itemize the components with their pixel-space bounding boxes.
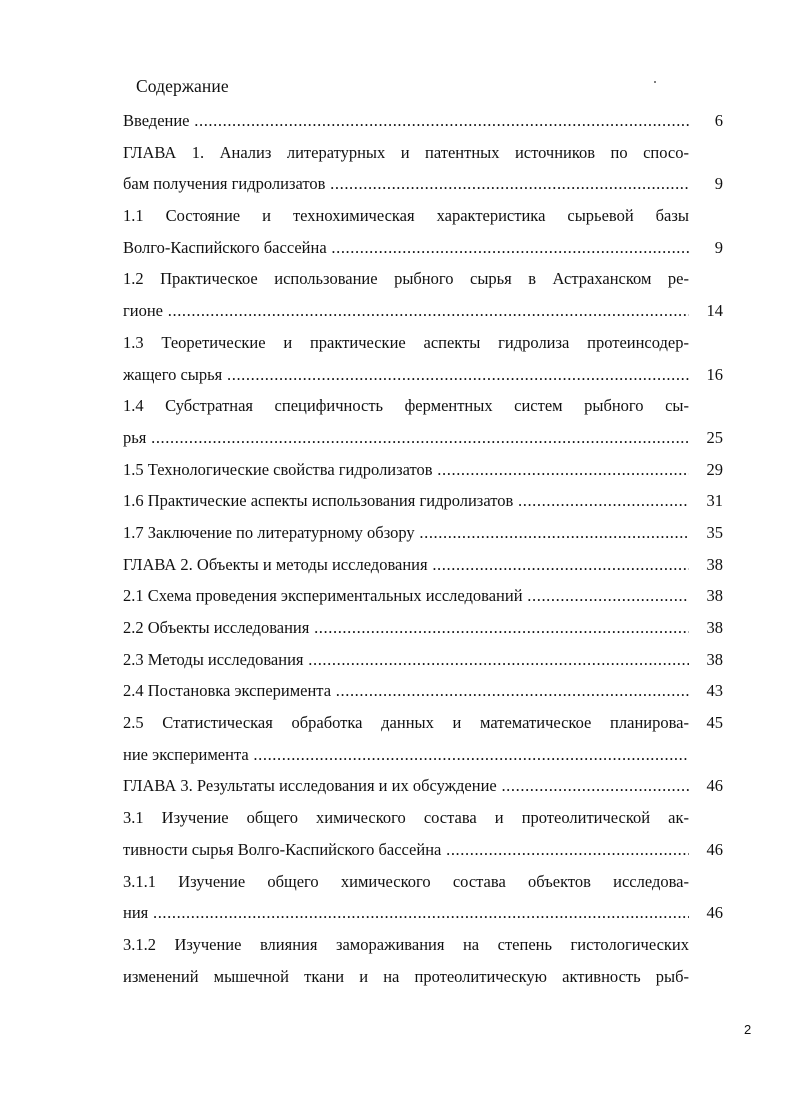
- toc-entry-page: 45: [706, 713, 723, 733]
- toc-entry-text: 3.1.1 Изучение общего химического состава объектов исследова-: [123, 871, 689, 891]
- page-number: 2: [744, 1022, 752, 1037]
- table-of-contents: [123, 105, 733, 992]
- toc-entry-page: 29: [706, 459, 723, 479]
- toc-entry-page: 25: [706, 427, 723, 447]
- toc-entry-text: ГЛАВА 1. Анализ литературных и патентных источников по спосо-: [123, 142, 689, 162]
- toc-entry-text: ГЛАВА 2. Объекты и методы исследования .....: [123, 549, 689, 581]
- toc-line: [123, 739, 733, 771]
- toc-entry-text: 1.3 Теоретические и практические аспекты гидролиза протеинсодер-: [123, 332, 689, 352]
- toc-entry-page: 31: [706, 491, 723, 511]
- toc-line: [123, 263, 733, 295]
- toc-line: [123, 200, 733, 232]
- toc-line: [123, 802, 733, 834]
- toc-entry-text: 2.5 Статистическая обработка данных и математическое планирова-: [123, 713, 689, 733]
- toc-entry-page: 46: [706, 839, 723, 859]
- toc-entry-text: ГЛАВА 3. Результаты исследования и их обсуждение .....: [123, 770, 689, 802]
- toc-line: [123, 359, 733, 391]
- toc-line: [123, 897, 733, 929]
- toc-entry-text: Введение .....: [123, 105, 689, 137]
- toc-line: [123, 961, 733, 993]
- toc-entry-page: 14: [706, 301, 723, 321]
- toc-line: [123, 295, 733, 327]
- toc-entry-text: 1.4 Субстратная специфичность ферментных систем рыбного сы-: [123, 396, 689, 416]
- toc-line: [123, 929, 733, 961]
- toc-entry-page: 16: [706, 364, 723, 384]
- toc-entry-text: 1.7 Заключение по литературному обзору .....: [123, 517, 689, 549]
- toc-entry-page: 9: [714, 174, 723, 194]
- toc-entry-page: 35: [706, 522, 723, 542]
- toc-line: [123, 580, 733, 612]
- toc-entry-text: 1.1 Состояние и технохимическая характеристика сырьевой базы: [123, 206, 689, 226]
- toc-line: [123, 137, 733, 169]
- toc-entry-page: 38: [706, 586, 723, 606]
- toc-entry-page: 6: [714, 111, 723, 130]
- toc-entry-text: 2.4 Постановка эксперимента .....: [123, 675, 689, 707]
- toc-line: [123, 644, 733, 676]
- toc-entry-text: 1.2 Практическое использование рыбного сырья в Астраханском ре-: [123, 269, 689, 289]
- toc-entry-text: 1.5 Технологические свойства гидролизатов .....: [123, 454, 689, 486]
- toc-entry-text: 2.2 Объекты исследования .....: [123, 612, 689, 644]
- toc-entry-text: Волго-Каспийского бассейна .....: [123, 232, 689, 264]
- toc-entry-text: ния .....: [123, 897, 689, 929]
- scan-speck: [654, 81, 656, 83]
- toc-entry-text: 2.1 Схема проведения экспериментальных исследований .....: [123, 580, 689, 612]
- toc-line: [123, 390, 733, 422]
- toc-line: [123, 105, 733, 137]
- toc-line: [123, 168, 733, 200]
- toc-entry-text: жащего сырья .....: [123, 359, 689, 391]
- toc-line: [123, 707, 733, 739]
- toc-entry-text: ние эксперимента .....: [123, 739, 689, 771]
- toc-entry-text: 2.3 Методы исследования .....: [123, 644, 689, 676]
- toc-entry-text: 3.1 Изучение общего химического состава и протеолитической ак-: [123, 808, 689, 828]
- toc-entry-page: 9: [714, 237, 723, 257]
- toc-line: [123, 232, 733, 264]
- toc-line: [123, 834, 733, 866]
- toc-line: [123, 612, 733, 644]
- toc-title: Содержание: [136, 76, 229, 96]
- toc-entry-page: 46: [706, 903, 723, 923]
- toc-entry-page: 38: [706, 649, 723, 669]
- toc-line: [123, 422, 733, 454]
- toc-entry-text: 3.1.2 Изучение влияния замораживания на степень гистологических: [123, 934, 689, 954]
- toc-line: [123, 454, 733, 486]
- toc-line: [123, 866, 733, 898]
- toc-entry-page: 46: [706, 776, 723, 796]
- toc-entry-text: 1.6 Практические аспекты использования гидролизатов .....: [123, 485, 689, 517]
- toc-entry-text: бам получения гидролизатов .....: [123, 168, 689, 200]
- toc-line: [123, 675, 733, 707]
- toc-entry-page: 38: [706, 554, 723, 574]
- toc-line: [123, 770, 733, 802]
- toc-line: [123, 327, 733, 359]
- toc-line: [123, 549, 733, 581]
- toc-entry-text: тивности сырья Волго-Каспийского бассейна .....: [123, 834, 689, 866]
- toc-entry-text: изменений мышечной ткани и на протеолитическую активность рыб-: [123, 966, 689, 986]
- toc-entry-page: 38: [706, 618, 723, 637]
- toc-line: [123, 485, 733, 517]
- toc-entry-text: рья .....: [123, 422, 689, 454]
- toc-entry-page: 43: [706, 681, 723, 701]
- toc-line: [123, 517, 733, 549]
- toc-entry-text: гионе .....: [123, 295, 689, 327]
